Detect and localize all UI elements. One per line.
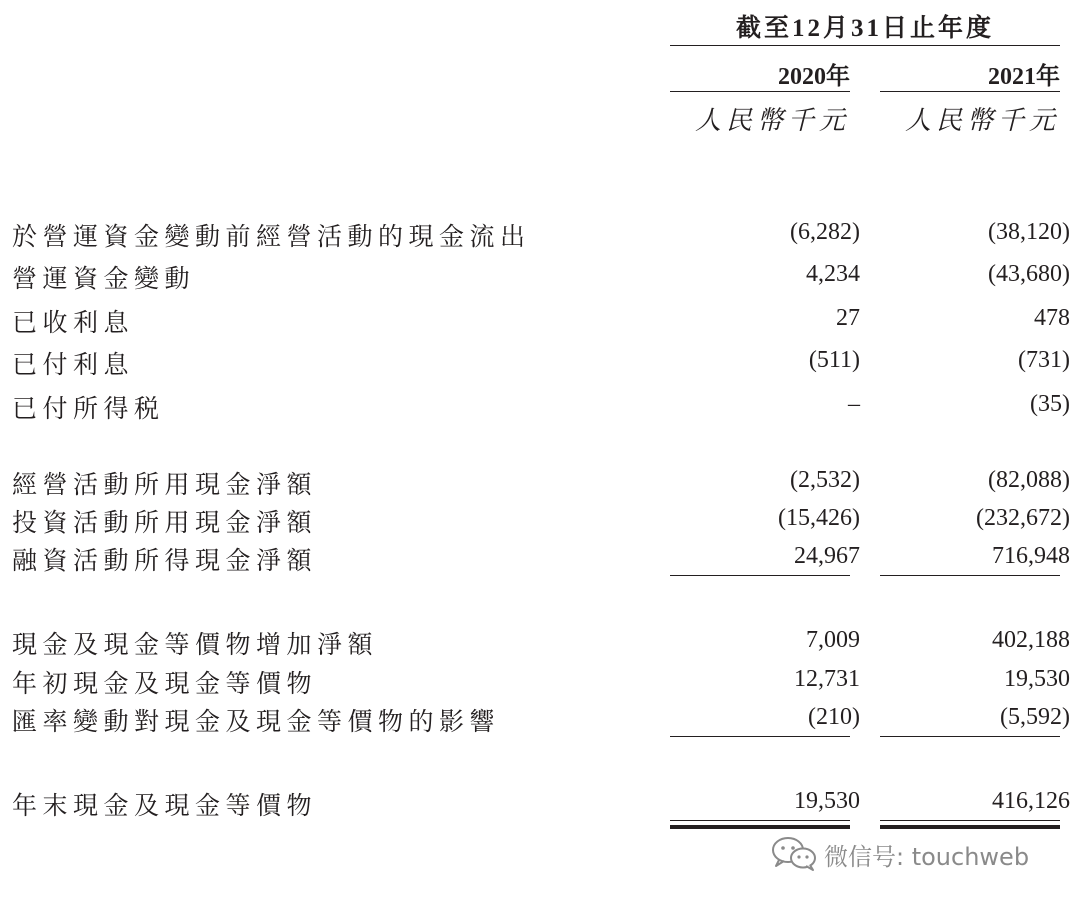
value-2021: 19,530 (1004, 666, 1070, 692)
value-2021: (5,592) (1000, 704, 1070, 730)
subtotal-divider-2020 (670, 575, 850, 576)
period-header: 截至12月31日止年度 (735, 15, 994, 42)
value-2020: (210) (808, 704, 860, 730)
value-2020: 4,234 (806, 261, 860, 287)
value-2021: 478 (1034, 305, 1070, 331)
row-label: 現金及現金等價物增加淨額 (12, 632, 379, 659)
watermark-text: 微信号: touchweb (824, 842, 1030, 871)
row-label: 匯率變動對現金及現金等價物的影響 (12, 709, 501, 736)
unit-2020: 人民幣千元 (694, 106, 850, 135)
value-2021: 402,188 (992, 627, 1070, 653)
row-label: 已收利息 (12, 310, 135, 337)
value-2020: 19,530 (794, 788, 860, 814)
value-2021: (82,088) (988, 467, 1070, 493)
value-2020: (6,282) (790, 219, 860, 245)
subtotal-divider-2020 (670, 736, 850, 737)
value-2020: 7,009 (806, 627, 860, 653)
row-label: 營運資金變動 (12, 266, 196, 293)
row-label: 於營運資金變動前經營活動的現金流出 (12, 224, 531, 251)
value-2021: 416,126 (992, 788, 1070, 814)
value-2020: – (848, 391, 860, 417)
value-2020: (15,426) (778, 505, 860, 531)
unit-2021: 人民幣千元 (904, 106, 1060, 135)
row-label: 融資活動所得現金淨額 (12, 548, 318, 575)
row-label: 年初現金及現金等價物 (12, 671, 318, 698)
header-divider (670, 45, 1060, 46)
value-2020: 24,967 (794, 543, 860, 569)
value-2021: (43,680) (988, 261, 1070, 287)
value-2020: 12,731 (794, 666, 860, 692)
value-2021: 716,948 (992, 543, 1070, 569)
year-2020-header: 2020年 (778, 64, 850, 90)
subtotal-divider-2021 (880, 575, 1060, 576)
value-2021: (731) (1018, 347, 1070, 373)
wechat-icon (770, 834, 818, 874)
row-label: 投資活動所用現金淨額 (12, 510, 318, 537)
year-2020-divider (670, 91, 850, 92)
value-2021: (232,672) (976, 505, 1070, 531)
value-2020: (511) (808, 347, 860, 373)
value-2021: (38,120) (988, 219, 1070, 245)
subtotal-divider-2021 (880, 736, 1060, 737)
row-label: 經營活動所用現金淨額 (12, 472, 318, 499)
year-2021-divider (880, 91, 1060, 92)
value-2021: (35) (1030, 391, 1070, 417)
row-label: 已付利息 (12, 352, 135, 379)
row-label: 年末現金及現金等價物 (12, 793, 318, 820)
total-underline-2020-thick (670, 825, 850, 829)
total-underline-2021-thin (880, 820, 1060, 821)
year-2021-header: 2021年 (988, 64, 1060, 90)
total-underline-2020-thin (670, 820, 850, 821)
total-underline-2021-thick (880, 825, 1060, 829)
row-label: 已付所得税 (12, 396, 165, 423)
watermark (770, 834, 1029, 874)
value-2020: 27 (836, 305, 860, 331)
value-2020: (2,532) (790, 467, 860, 493)
